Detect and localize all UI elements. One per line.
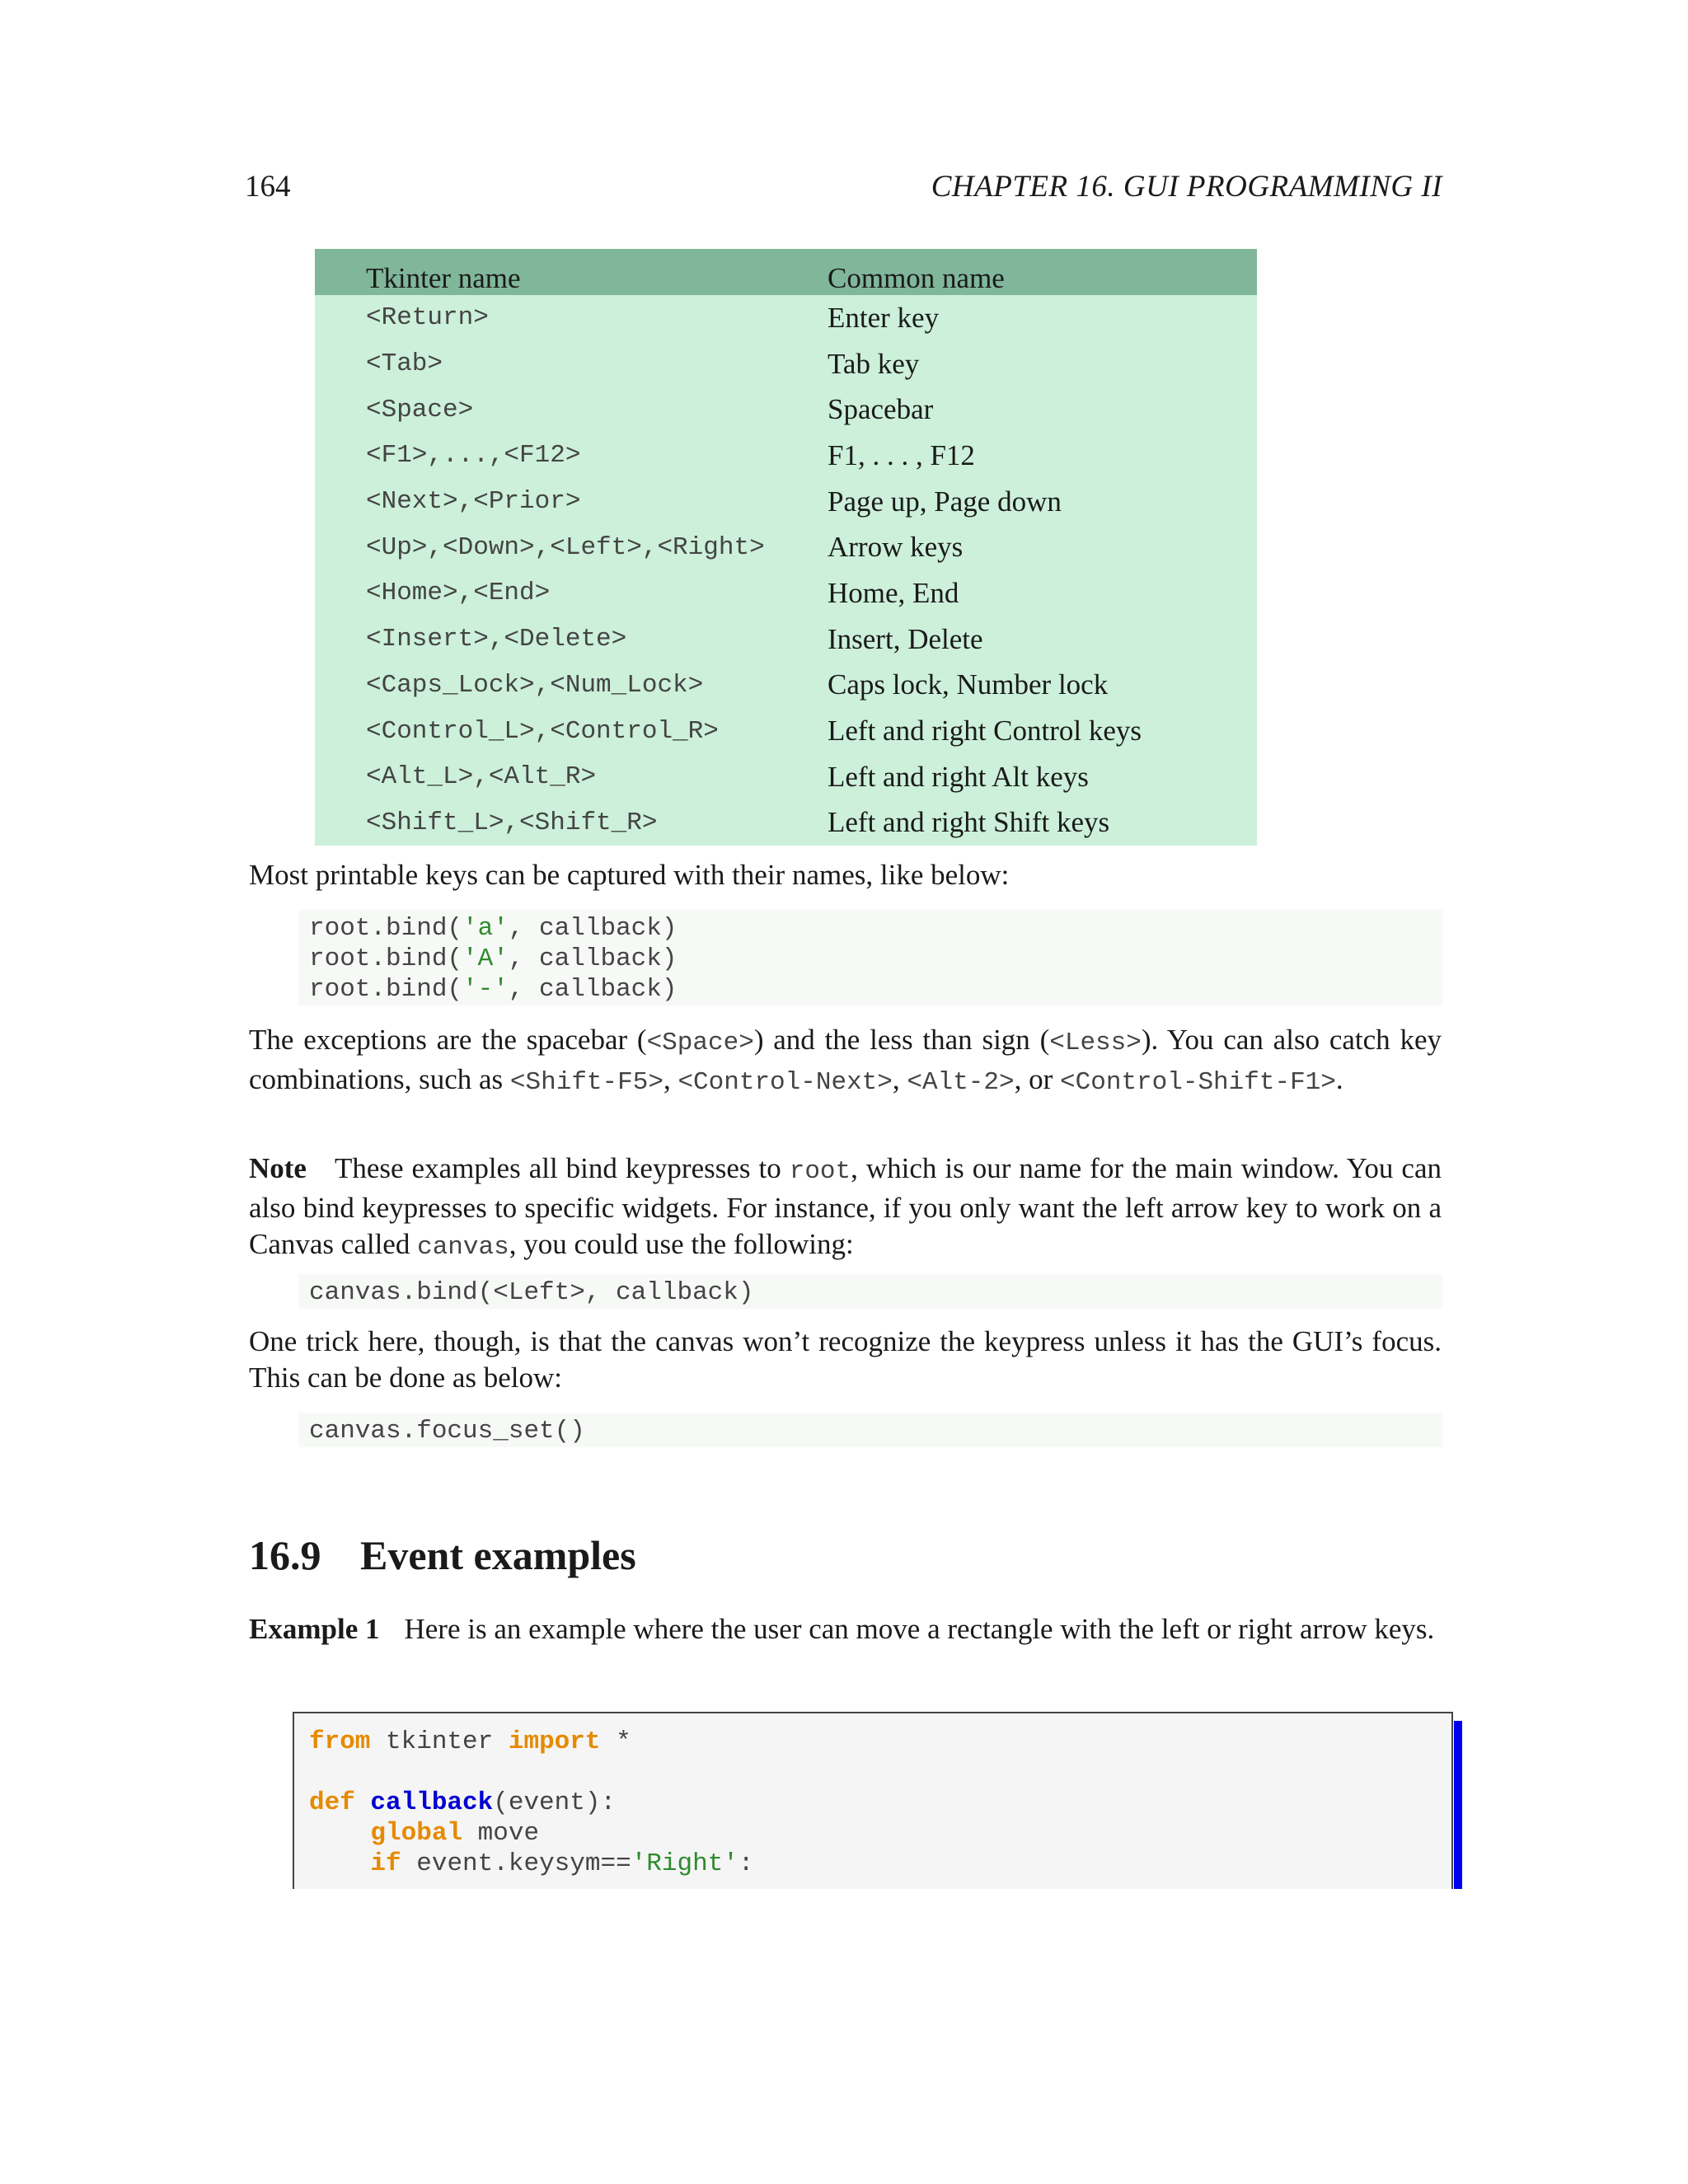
text: , which is our name for the main window. You can also bind keypresses to specific widgets. For instance, if you only want the left arrow key to work on a Canvas called xyxy=(249,1152,1442,1260)
key-names-table xyxy=(315,249,1257,846)
table-row xyxy=(315,433,1257,479)
example-1-paragraph xyxy=(249,1611,1442,1647)
tkinter-name-cell: <Up>,<Down>,<Left>,<Right> xyxy=(366,532,765,562)
code-line xyxy=(309,1727,1437,1757)
table-row xyxy=(315,524,1257,570)
table-header-common-name: Common name xyxy=(828,262,1005,294)
text: , or xyxy=(1014,1063,1061,1095)
table-row xyxy=(315,387,1257,433)
common-name-cell: Enter key xyxy=(828,301,940,334)
inline-code: root xyxy=(789,1157,851,1186)
tkinter-name-cell: <Alt_L>,<Alt_R> xyxy=(366,762,597,792)
code-line xyxy=(309,1788,1437,1818)
table-row xyxy=(315,479,1257,525)
common-name-cell: Left and right Shift keys xyxy=(828,806,1110,839)
table-row xyxy=(315,754,1257,800)
text: , xyxy=(663,1063,678,1095)
keyword: import xyxy=(508,1727,601,1756)
code-text: : xyxy=(738,1849,754,1878)
table-row xyxy=(315,663,1257,709)
code-text: , callback) xyxy=(508,944,678,973)
tkinter-name-cell: <Space> xyxy=(366,395,474,424)
table-row xyxy=(315,708,1257,754)
focus-paragraph: One trick here, though, is that the canvas won’t recognize the keypress unless it has the GUI’s focus. This can be done as below: xyxy=(249,1325,1442,1394)
code-text: , callback) xyxy=(508,914,678,943)
code-text: (event): xyxy=(493,1788,617,1817)
inline-code: <Control-Shift-F1> xyxy=(1060,1068,1336,1097)
blank-line xyxy=(309,1757,1437,1788)
text: ). You can also catch key combinations, such as xyxy=(249,1024,1442,1095)
code-text: event.keysym== xyxy=(401,1849,631,1878)
code-string: 'a' xyxy=(462,914,509,943)
keyword: global xyxy=(370,1819,463,1848)
tkinter-name-cell: <Insert>,<Delete> xyxy=(366,625,627,654)
code-text: root.bind( xyxy=(309,944,463,973)
note-paragraph xyxy=(249,1151,1442,1266)
table-header-tkinter-name: Tkinter name xyxy=(366,262,521,294)
section-heading xyxy=(249,1531,636,1579)
table-row xyxy=(315,295,1257,341)
chapter-title: CHAPTER 16. GUI PROGRAMMING II xyxy=(931,170,1442,204)
function-name: callback xyxy=(370,1788,494,1817)
tkinter-name-cell: <Tab> xyxy=(366,349,443,379)
common-name-cell: Insert, Delete xyxy=(828,622,983,655)
keyword: from xyxy=(309,1727,371,1756)
code-listing xyxy=(293,1712,1453,1889)
code-text: root.bind( xyxy=(309,914,463,943)
common-name-cell: Home, End xyxy=(828,576,959,609)
inline-code: <Shift-F5> xyxy=(509,1068,663,1097)
code-line xyxy=(309,974,1432,1005)
focus-code-block xyxy=(298,1413,1442,1447)
listing-margin-bar xyxy=(1454,1721,1462,1889)
code-line xyxy=(309,913,1432,944)
code-text: move xyxy=(462,1819,540,1848)
common-name-cell: Spacebar xyxy=(828,393,934,426)
code-text: root.bind( xyxy=(309,975,463,1004)
code-string: 'Right' xyxy=(631,1849,738,1878)
code-string: 'A' xyxy=(462,944,509,973)
code-line xyxy=(309,1818,1437,1849)
code-text: , callback) xyxy=(508,975,678,1004)
common-name-cell: Page up, Page down xyxy=(828,485,1062,518)
tkinter-name-cell: <F1>,...,<F12> xyxy=(366,441,581,471)
example-text: Here is an example where the user can move a rectangle with the left or right arrow keys. xyxy=(404,1613,1435,1645)
common-name-cell: Left and right Control keys xyxy=(828,715,1142,748)
table-header-row xyxy=(315,249,1257,295)
indent xyxy=(309,1849,370,1878)
page-number: 164 xyxy=(245,170,291,204)
text: ) and the less than sign ( xyxy=(753,1024,1050,1056)
tkinter-name-cell: <Shift_L>,<Shift_R> xyxy=(366,808,658,837)
text: , xyxy=(892,1063,907,1095)
section-title: Event examples xyxy=(360,1532,636,1578)
common-name-cell: F1, . . . , F12 xyxy=(828,438,975,471)
tkinter-name-cell: <Return> xyxy=(366,303,489,333)
inline-code: canvas xyxy=(417,1233,509,1262)
inline-code: <Alt-2> xyxy=(907,1068,1015,1097)
code-string: '-' xyxy=(462,975,509,1004)
code-text: * xyxy=(600,1727,631,1756)
common-name-cell: Tab key xyxy=(828,347,920,380)
code-line: canvas.focus_set() xyxy=(309,1417,585,1446)
table-row xyxy=(315,341,1257,387)
tkinter-name-cell: <Caps_Lock>,<Num_Lock> xyxy=(366,670,704,700)
common-name-cell: Caps lock, Number lock xyxy=(828,668,1109,701)
example-label: Example 1 xyxy=(249,1613,380,1645)
table-row xyxy=(315,800,1257,846)
code-text xyxy=(355,1788,371,1817)
text: . xyxy=(1335,1063,1343,1095)
common-name-cell: Left and right Alt keys xyxy=(828,760,1089,793)
exceptions-paragraph xyxy=(249,1022,1442,1101)
inline-code: <Less> xyxy=(1049,1029,1142,1057)
note-label: Note xyxy=(249,1152,307,1184)
code-text: tkinter xyxy=(370,1727,509,1756)
code-line xyxy=(309,1849,1437,1879)
text: The exceptions are the spacebar ( xyxy=(249,1024,647,1056)
section-number: 16.9 xyxy=(249,1532,321,1578)
tkinter-name-cell: <Home>,<End> xyxy=(366,579,551,608)
inline-code: <Control-Next> xyxy=(678,1068,893,1097)
table-row xyxy=(315,570,1257,616)
keyword: if xyxy=(370,1849,401,1878)
table-row xyxy=(315,616,1257,663)
common-name-cell: Arrow keys xyxy=(828,531,964,564)
text: These examples all bind keypresses to xyxy=(334,1152,790,1184)
keyword: def xyxy=(309,1788,355,1817)
printable-keys-paragraph: Most printable keys can be captured with their names, like below: xyxy=(249,859,1010,891)
tkinter-name-cell: <Next>,<Prior> xyxy=(366,487,581,517)
code-line: canvas.bind(<Left>, callback) xyxy=(309,1278,754,1307)
indent xyxy=(309,1819,370,1848)
tkinter-name-cell: <Control_L>,<Control_R> xyxy=(366,716,719,746)
canvas-bind-code-block xyxy=(298,1274,1442,1309)
text: , you could use the following: xyxy=(509,1228,854,1260)
inline-code: <Space> xyxy=(646,1029,754,1057)
bind-code-block xyxy=(298,910,1442,1005)
code-line xyxy=(309,944,1432,974)
